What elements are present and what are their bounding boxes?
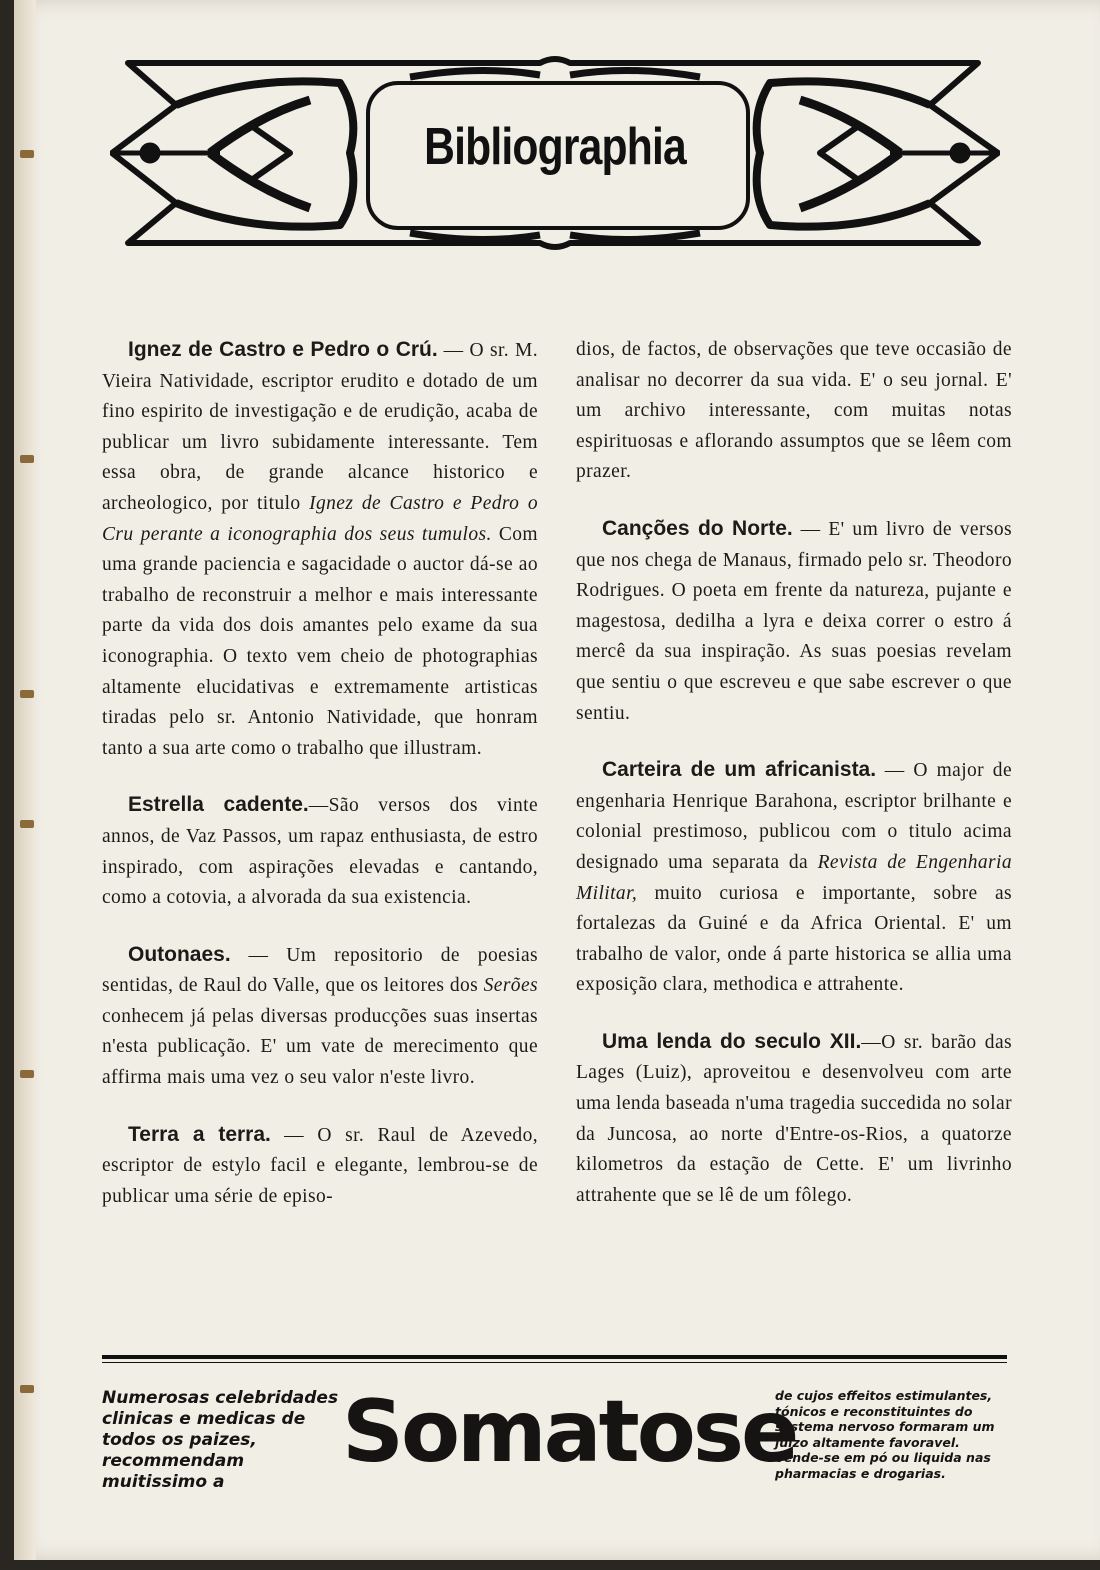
review-entry — [576, 514, 1012, 729]
binding-stitch — [20, 1070, 34, 1078]
review-title: Ignez de Castro e Pedro o Crú. — [128, 338, 438, 361]
divider-rule — [102, 1355, 1007, 1359]
binding-stitch — [20, 690, 34, 698]
review-text: O sr. barão das Lages (Luiz), aproveitou e desenvolveu com arte uma lenda baseada n'uma tragedia succedida no solar da Juncosa, ao norte d'Entre-os-Rios, a quatorze kilometros da estação de Cette. E' um livrinho attrahente que se lê de um fôlego. — [576, 1031, 1012, 1206]
ad-left-text: Numerosas celebridades clinicas e medicas de todos os paizes, recommendam muitissimo a — [102, 1388, 339, 1492]
review-text: O major de engenharia Henrique Barahona, escriptor brilhante e colonial prestimoso, publicou com o titulo acima designado uma separata da — [576, 760, 1012, 873]
review-title: Terra a terra. — [128, 1122, 271, 1146]
divider-rule-thin — [102, 1362, 1007, 1363]
review-entry — [576, 755, 1012, 1001]
title-dash: — — [792, 518, 829, 540]
title-dash: — — [270, 1124, 318, 1146]
ad-brand-name: Somatose — [342, 1382, 797, 1482]
italic-title: Revista de Engenharia Militar, — [576, 851, 1012, 904]
review-title: Estrella cadente. — [128, 793, 309, 817]
section-header — [110, 55, 1000, 255]
binding-stitch — [20, 820, 34, 828]
review-entry — [102, 790, 538, 913]
italic-title: Ignez de Castro e Pedro o Cru perante a iconographia dos seus tumulos. — [102, 492, 538, 545]
review-text: conhecem já pelas diversas producções suas insertas n'esta publicação. E' um vate de merecimento que affirma mais uma vez o seu valor n'este livro. — [102, 1005, 538, 1089]
review-title: Carteira de um africanista. — [602, 758, 877, 782]
title-dash: — — [230, 944, 287, 966]
italic-title: Serões — [483, 975, 538, 997]
review-title: Outonaes. — [128, 942, 231, 966]
review-entry — [576, 1027, 1012, 1212]
title-dash: — — [308, 795, 329, 817]
section-title: Bibliographia — [424, 118, 686, 176]
review-text: São versos dos vinte annos, de Vaz Passos, um rapaz enthusiasta, de estro inspirado, com aspirações elevadas e cantando, como a cotovia, a alvorada da sua existencia. — [102, 795, 538, 909]
binding-stitch — [20, 1385, 34, 1393]
binding-stitch — [20, 150, 34, 158]
review-entry — [102, 1120, 538, 1213]
review-text: O sr. M. Vieira Natividade, escriptor erudito e dotado de um fino espirito de investigação e de erudição, acaba de publicar um livro subidamente interessante. Tem essa obra, de grande alcance historico e archeologico, por titulo — [102, 340, 538, 514]
page-binding — [14, 0, 36, 1560]
review-entry — [102, 335, 538, 764]
title-dash: — — [861, 1031, 882, 1053]
advertisement — [102, 1382, 1007, 1492]
review-text: dios, de factos, de observações que teve occasião de analisar no decorrer da sua vida. E' o seu jornal. E' um archivo interessante, com muitas notas espirituosas e aflorando assumptos que se lêem com prazer. — [576, 339, 1012, 483]
review-text: Um repositorio de poesias sentidas, de Raul do Valle, que os leitores dos — [102, 944, 539, 997]
review-title: Canções do Norte. — [602, 516, 793, 540]
review-entry — [576, 335, 1012, 488]
right-column — [576, 335, 1012, 1237]
review-text: O sr. Raul de Azevedo, escriptor de estylo facil e elegante, lembrou-se de publicar uma série de episo- — [102, 1124, 538, 1207]
review-title: Uma lenda do seculo XII. — [602, 1029, 862, 1053]
review-text: muito curiosa e importante, sobre as fortalezas da Guiné e da Africa Oriental. E' um trabalho de valor, onde á parte historica se allia uma exposição clara, methodica e attrahente. — [576, 882, 1012, 996]
review-entry — [102, 940, 538, 1094]
binding-stitch — [20, 455, 34, 463]
title-dash: — — [876, 760, 914, 782]
title-dash: — — [437, 340, 470, 361]
review-text: E' um livro de versos que nos chega de Manaus, firmado pelo sr. Theodoro Rodrigues. O poeta em frente da natureza, pujante e magestosa, dedilha a lyra e deixa correr o estro á mercê da sua inspiração. As suas poesias revelam que sentiu o que escreveu e que sabe escrever o que sentiu. — [576, 518, 1012, 724]
ad-right-text: de cujos effeitos estimulantes, tónicos e reconstituintes do systema nervoso formaram um juizo altamente favoravel. Vende-se em pó ou liquida nas pharmacias e drogarias. — [775, 1388, 995, 1481]
left-column — [102, 335, 538, 1238]
review-text: Com uma grande paciencia e sagacidade o auctor dá-se ao trabalho de reconstruir a melhor e mais interessante parte da vida dos dois amantes pelo exame da sua iconographia. O texto vem cheio de photographias altamente elucidativas e extremamente artisticas tiradas pelo sr. Antonio Natividade, que honram tanto a sua arte como o trabalho que illustram. — [102, 523, 538, 759]
